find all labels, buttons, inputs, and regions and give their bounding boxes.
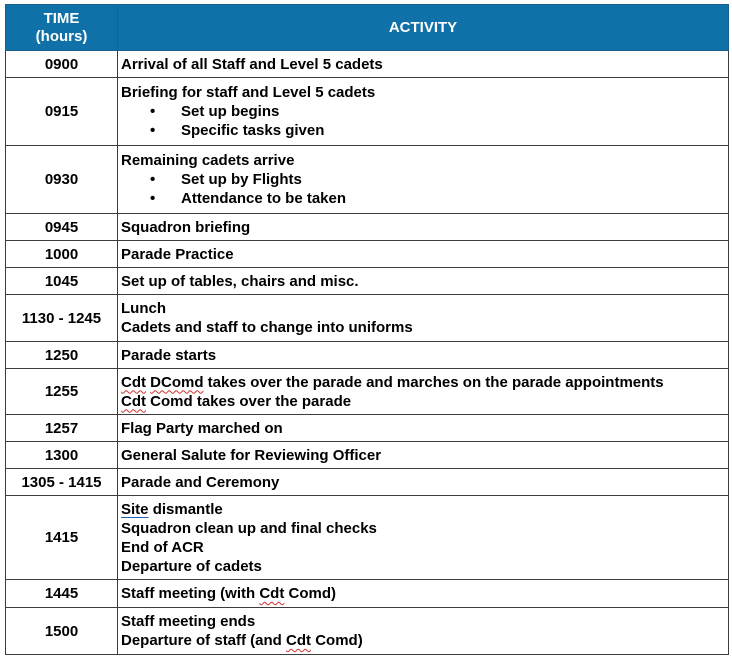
activity-line: [121, 245, 725, 264]
schedule-table: [5, 4, 729, 655]
time-cell: 1255: [6, 369, 118, 415]
activity-cell: [118, 268, 729, 295]
activity-text: Departure of staff (and: [121, 632, 282, 649]
table-row: [6, 146, 729, 214]
table-row: [6, 608, 729, 655]
time-cell: 1000: [6, 241, 118, 268]
activity-line: [121, 346, 725, 365]
time-cell: 1415: [6, 496, 118, 580]
activity-text: Briefing for staff and Level 5 cadets: [121, 84, 376, 101]
time-column-header: [6, 5, 118, 51]
bullet-item: [121, 189, 725, 208]
activity-line: [121, 151, 725, 170]
schedule-container: [5, 4, 728, 655]
activity-cell: [118, 469, 729, 496]
activity-cell: [118, 78, 729, 146]
activity-line: [121, 272, 725, 291]
activity-text: takes over the parade and marches on the parade appointments: [207, 373, 664, 391]
schedule-body: [6, 51, 729, 655]
time-cell: 0930: [6, 146, 118, 214]
bullet-item: [121, 121, 725, 140]
activity-cell: [118, 342, 729, 369]
activity-text: Arrival of all Staff and Level 5 cadets: [121, 55, 383, 73]
activity-text: Set up by Flights: [181, 171, 302, 188]
activity-text: Comd takes over the parade: [150, 392, 352, 410]
activity-line: [121, 557, 725, 576]
header-row: [6, 5, 729, 51]
activity-line: [121, 392, 725, 411]
activity-text: Remaining cadets arrive: [121, 152, 295, 169]
activity-text: dismantle: [152, 500, 223, 518]
activity-line: [121, 473, 725, 492]
activity-text: Parade and Ceremony: [121, 473, 280, 491]
activity-cell: [118, 415, 729, 442]
activity-line: [121, 584, 725, 603]
spellcheck-flagged-word: Cdt: [259, 585, 285, 602]
activity-text: Attendance to be taken: [181, 190, 347, 207]
activity-line: [121, 519, 725, 538]
activity-text: Squadron clean up and final checks: [121, 519, 377, 537]
activity-text: Staff meeting ends: [121, 613, 256, 630]
activity-line: [121, 218, 725, 237]
activity-text: Squadron briefing: [121, 218, 251, 236]
activity-line: [121, 318, 725, 337]
activity-text: Parade Practice: [121, 245, 234, 263]
activity-cell: [118, 241, 729, 268]
table-row: [6, 51, 729, 78]
activity-cell: [118, 146, 729, 214]
bullet-icon: •: [150, 171, 156, 188]
time-cell: 0900: [6, 51, 118, 78]
table-row: [6, 496, 729, 580]
spellcheck-flagged-word: Cdt: [121, 373, 146, 391]
activity-line: [121, 446, 725, 465]
table-row: [6, 241, 729, 268]
activity-text: Flag Party marched on: [121, 419, 283, 437]
activity-text: General Salute for Reviewing Officer: [121, 446, 382, 464]
table-row: [6, 268, 729, 295]
time-header-line-1: TIME: [43, 9, 80, 27]
activity-text: End of ACR: [121, 538, 204, 556]
activity-line: [121, 55, 725, 74]
time-cell: 0945: [6, 214, 118, 241]
time-cell: 1045: [6, 268, 118, 295]
time-cell: 0915: [6, 78, 118, 146]
table-row: [6, 295, 729, 342]
activity-text: Departure of cadets: [121, 557, 262, 575]
table-row: [6, 580, 729, 608]
time-cell: 1445: [6, 580, 118, 608]
activity-cell: [118, 442, 729, 469]
bullet-item: [121, 170, 725, 189]
bullet-icon: •: [150, 190, 156, 207]
spellcheck-flagged-word: Cdt: [286, 632, 312, 649]
table-row: [6, 214, 729, 241]
time-cell: 1305 - 1415: [6, 469, 118, 496]
activity-cell: [118, 496, 729, 580]
activity-line: [121, 631, 725, 650]
bullet-icon: •: [150, 103, 156, 120]
activity-line: [121, 612, 725, 631]
bullet-icon: •: [150, 122, 156, 139]
time-cell: 1257: [6, 415, 118, 442]
table-row: [6, 415, 729, 442]
activity-column-header: ACTIVITY: [118, 5, 729, 51]
activity-text: Comd): [315, 632, 363, 649]
table-row: [6, 342, 729, 369]
table-row: [6, 469, 729, 496]
activity-text: Comd): [288, 585, 337, 602]
activity-line: [121, 419, 725, 438]
table-row: [6, 369, 729, 415]
bullet-item: [121, 102, 725, 121]
spellcheck-flagged-word: Cdt: [121, 392, 146, 410]
time-header-line-2: (hours): [35, 27, 88, 45]
activity-cell: [118, 580, 729, 608]
table-row: [6, 442, 729, 469]
time-cell: 1250: [6, 342, 118, 369]
activity-cell: [118, 608, 729, 655]
activity-line: [121, 83, 725, 102]
activity-cell: [118, 369, 729, 415]
time-cell: 1300: [6, 442, 118, 469]
activity-text: Lunch: [121, 300, 166, 317]
activity-line: [121, 538, 725, 557]
table-row: [6, 78, 729, 146]
activity-text: Set up begins: [181, 103, 280, 120]
activity-text: Staff meeting (with: [121, 585, 256, 602]
activity-cell: [118, 295, 729, 342]
spellcheck-flagged-word: Site: [121, 500, 149, 518]
time-cell: 1500: [6, 608, 118, 655]
activity-text: Set up of tables, chairs and misc.: [121, 272, 359, 290]
activity-line: [121, 373, 725, 392]
activity-text: Specific tasks given: [181, 122, 325, 139]
activity-line: [121, 299, 725, 318]
activity-cell: [118, 51, 729, 78]
activity-text: Parade starts: [121, 346, 217, 364]
activity-line: [121, 500, 725, 519]
time-cell: 1130 - 1245: [6, 295, 118, 342]
spellcheck-flagged-word: DComd: [150, 373, 204, 391]
activity-cell: [118, 214, 729, 241]
activity-text: Cadets and staff to change into uniforms: [121, 319, 413, 336]
